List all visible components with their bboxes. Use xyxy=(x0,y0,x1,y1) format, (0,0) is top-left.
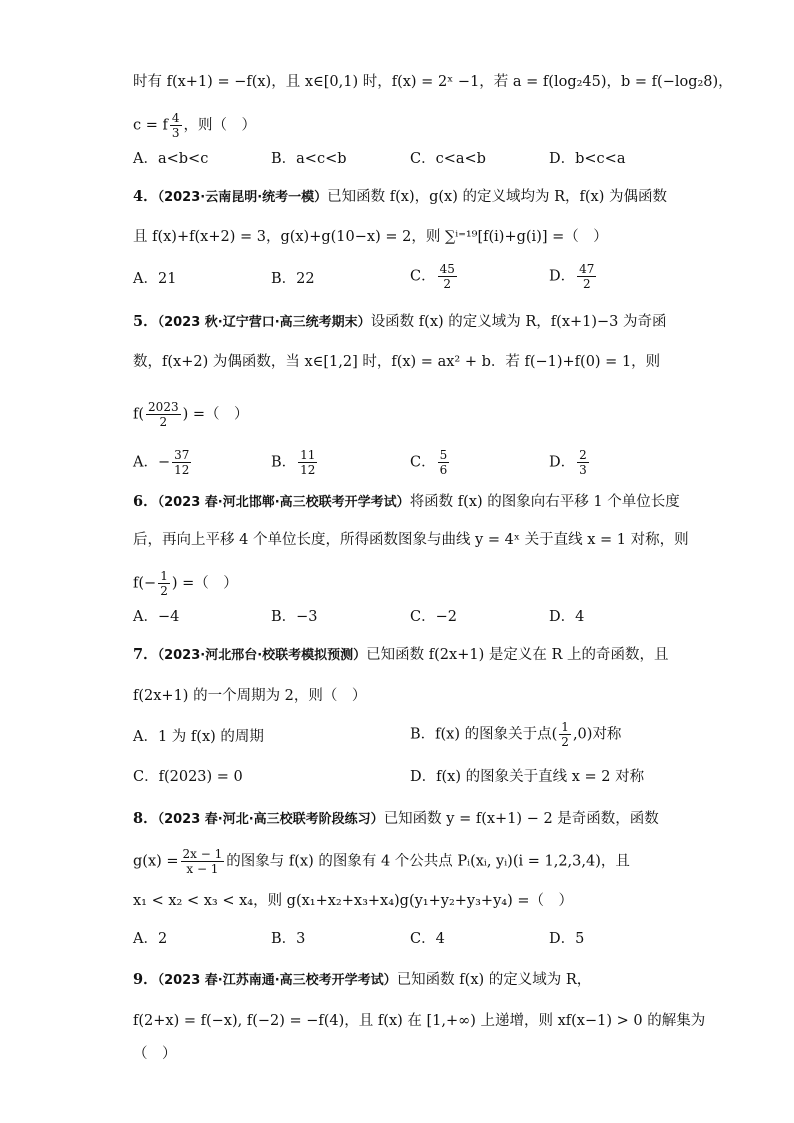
q6-option-a[interactable]: A．−4 xyxy=(133,609,180,625)
q4-line2: 且 f(x)+f(x+2) = 3，g(x)+g(10−x) = 2，则 ∑ⁱ⁼¹⁹[f(i)+g(i)] =（ ） xyxy=(133,229,608,245)
q4-option-d[interactable]: D． $\frac{47}{2}$ xyxy=(549,262,595,291)
q8-line2: g(x) = $\frac{2x - 1}{x - 1}$ 的图象与 f(x) 的图象有 4 个公共点 Pᵢ(xᵢ, yᵢ)(i = 1,2,3,4)，且 xyxy=(133,847,630,876)
q8-line3: x₁ < x₂ < x₃ < x₄，则 g(x₁+x₂+x₃+x₄)g(y₁+y₂+y₃+y₄) =（ ） xyxy=(133,893,573,909)
q3-line1: 时有 f(x+1) = −f(x)，且 x∈[0,1) 时，f(x) = 2ˣ −1，若 a = f(log₂45)，b = f(−log₂8)， xyxy=(133,74,733,90)
q7-line2: f(2x+1) 的一个周期为 2，则（ ） xyxy=(133,688,367,704)
q3-option-d[interactable]: D．b<c<a xyxy=(549,151,626,167)
q7-option-d[interactable]: D．f(x) 的图象关于直线 x = 2 对称 xyxy=(410,769,645,785)
q8-line1: 8．（2023 春·河北·高三校联考阶段练习）已知函数 y = f(x+1) − 2 是奇函数，函数 xyxy=(133,810,659,827)
q5-line2: 数，f(x+2) 为偶函数，当 x∈[1,2] 时，f(x) = ax² + b．若 f(−1)+f(0) = 1，则 xyxy=(133,354,661,370)
q9-line2: f(2+x) = f(−x), f(−2) = −f(4)，且 f(x) 在 [1,+∞) 上递增，则 xf(x−1) > 0 的解集为 xyxy=(133,1013,706,1029)
q8-option-c[interactable]: C．4 xyxy=(410,931,445,947)
q5-option-d[interactable]: D． $\frac{2}{3}$ xyxy=(549,448,587,477)
q3-option-a[interactable]: A．a<b<c xyxy=(133,151,209,167)
q8-option-b[interactable]: B．3 xyxy=(271,931,306,947)
q5-option-c[interactable]: C． $\frac{5}{6}$ xyxy=(410,448,448,477)
q5-option-b[interactable]: B． $\frac{11}{12}$ xyxy=(271,448,316,477)
q3-line2: c = f $\frac{4}{3}$ ，则（ ） xyxy=(133,111,256,140)
q9-line1: 9．（2023 春·江苏南通·高三校考开学考试）已知函数 f(x) 的定义域为 R， xyxy=(133,971,592,988)
q6-line3: f(− $\frac{1}{2}$ ) =（ ） xyxy=(133,569,238,598)
q5-line3: f( $\frac{2023}{2}$ ) =（ ） xyxy=(133,400,249,429)
q6-option-d[interactable]: D．4 xyxy=(549,609,585,625)
q7-line1: 7．（2023·河北邢台·校联考模拟预测）已知函数 f(2x+1) 是定义在 R 上的奇函数，且 xyxy=(133,646,669,663)
q7-option-b[interactable]: B．f(x) 的图象关于点( $\frac{1}{2}$ ,0)对称 xyxy=(410,720,622,749)
q4-option-c[interactable]: C． $\frac{45}{2}$ xyxy=(410,262,455,291)
q5-option-a[interactable]: A．− $\frac{37}{12}$ xyxy=(133,448,190,477)
q5-line1: 5．（2023 秋·辽宁营口·高三统考期末）设函数 f(x) 的定义域为 R，f(x+1)−3 为奇函 xyxy=(133,313,667,330)
q3-fraction: $\frac{4}{3}$ xyxy=(171,111,180,140)
q6-line1: 6．（2023 春·河北邯郸·高三校联考开学考试）将函数 f(x) 的图象向右平移 1 个单位长度 xyxy=(133,493,680,510)
q9-line3: （ ） xyxy=(133,1046,177,1062)
q8-option-a[interactable]: A．2 xyxy=(133,931,168,947)
q7-option-c[interactable]: C．f(2023) = 0 xyxy=(133,769,243,785)
q4-line1: 4．（2023·云南昆明·统考一模）已知函数 f(x)，g(x) 的定义域均为 R，f(x) 为偶函数 xyxy=(133,188,667,205)
q4-option-a[interactable]: A．21 xyxy=(133,271,177,287)
q6-option-b[interactable]: B．−3 xyxy=(271,609,318,625)
q6-option-c[interactable]: C．−2 xyxy=(410,609,457,625)
q3-option-c[interactable]: C．c<a<b xyxy=(410,151,486,167)
q7-option-a[interactable]: A．1 为 f(x) 的周期 xyxy=(133,729,264,745)
q8-option-d[interactable]: D．5 xyxy=(549,931,585,947)
q6-line2: 后，再向上平移 4 个单位长度，所得函数图象与曲线 y = 4ˣ 关于直线 x = 1 对称，则 xyxy=(133,532,689,548)
q4-option-b[interactable]: B．22 xyxy=(271,271,315,287)
q3-option-b[interactable]: B．a<c<b xyxy=(271,151,347,167)
